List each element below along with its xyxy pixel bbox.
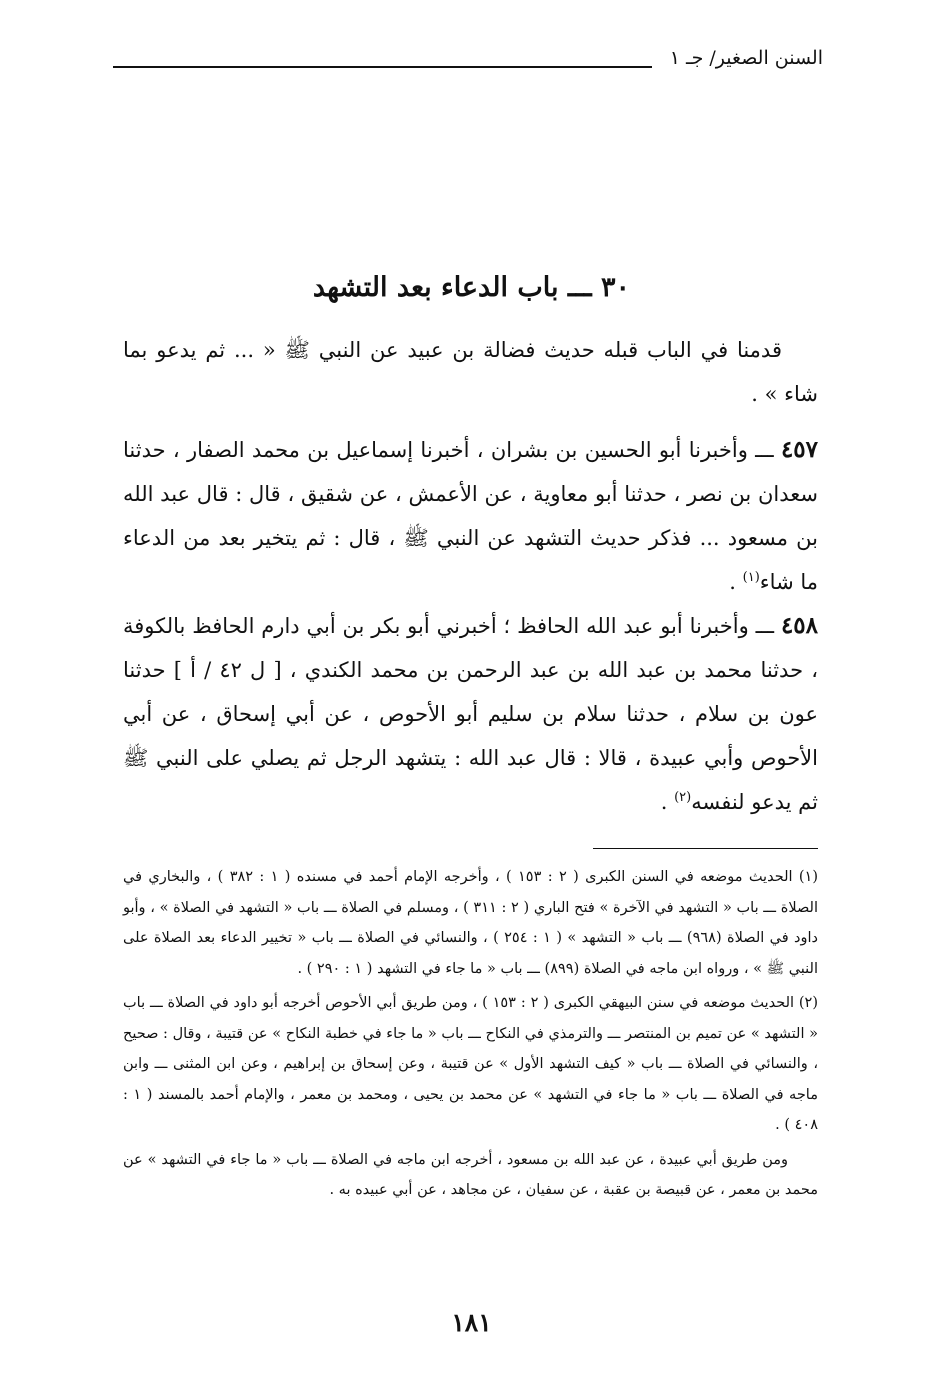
footnote-ref[interactable]: (٢) bbox=[674, 790, 692, 805]
hadith-number: ٤٥٨ bbox=[780, 612, 819, 639]
footnote-1: (١) الحديث موضعه في السنن الكبرى ( ٢ : ١٥٣ ) ، وأخرجه الإمام أحمد في مسنده ( ١ : ٣٨٢ ) ، والبخاري في الصلاة ـــ باب « التشهد في الآخرة » فتح الباري ( ٢ : ٣١١ ) ، ومسلم في الصلاة ـــ باب « التشهد في الصلاة » ، وأبو داود في الصلاة (٩٦٨) ـــ باب « التشهد » ( ١ : ٢٥٤ ) ، والنسائي في الصلاة ـــ باب « تخيير الدعاء بعد الصلاة على النبي ﷺ » ، ورواه ابن ماجه في الصلاة (٨٩٩) ـــ باب « ما جاء في التشهد ( ١ : ٢٩٠ ) . bbox=[123, 869, 818, 977]
header-rule bbox=[113, 66, 652, 68]
hadith-number: ٤٥٧ bbox=[780, 436, 818, 463]
hadith-458 bbox=[123, 604, 818, 824]
running-header-title: السنن الصغير/ جـ ١ bbox=[669, 47, 823, 69]
hadith-ending: . bbox=[660, 790, 675, 814]
chapter-intro: قدمنا في الباب قبله حديث فضالة بن عبيد عن النبي ﷺ « ... ثم يدعو بما شاء » . bbox=[123, 338, 818, 406]
chapter-title: ٣٠ ـــ باب الدعاء بعد التشهد bbox=[312, 272, 631, 303]
hadith-457 bbox=[123, 428, 818, 604]
running-header bbox=[113, 38, 823, 78]
hadith-ending: . bbox=[729, 570, 743, 594]
footnote-separator bbox=[593, 848, 818, 849]
page-number: ١٨١ bbox=[451, 1308, 492, 1337]
footnote-ref[interactable]: (١) bbox=[742, 570, 760, 585]
hadith-text: ـــ وأخبرنا أبو الحسين بن بشران ، أخبرنا إسماعيل بن محمد الصفار ، حدثنا سعدان بن نصر ، حدثنا أبو معاوية ، عن الأعمش ، عن شقيق ، قال : قال عبد الله بن مسعود ... فذكر حديث التشهد عن النبي ﷺ ، قال : ثم يتخير بعد من الدعاء ما شاء bbox=[123, 438, 818, 594]
footnotes bbox=[123, 862, 818, 1210]
footnote-2: (٢) الحديث موضعه في سنن البيهقي الكبرى ( ٢ : ١٥٣ ) ، ومن طريق أبي الأحوص أخرجه أبو داود في الصلاة ـــ باب « التشهد » عن تميم بن المنتصر ـــ والترمذي في النكاح ـــ باب « ما جاء في خطبة النكاح » عن قتيبة ، وقال : صحيح ، والنسائي في الصلاة ـــ باب « كيف التشهد الأول » عن قتيبة ، وعن إسحاق بن إبراهيم ، وعن ابن المثنى ـــ وابن ماجه في الصلاة ـــ باب « ما جاء في التشهد » عن محمد بن يحيى ، ومحمد بن معمر ، والإمام أحمد بالمسند ( ١ : ٤٠٨ ) . bbox=[123, 995, 818, 1133]
hadith-text: ـــ وأخبرنا أبو عبد الله الحافظ ؛ أخبرني أبو بكر بن أبي دارم الحافظ بالكوفة ، حدثنا محمد بن عبد الله بن عبد الرحمن بن محمد الكندي ، [ ل ٤٢ / أ ] حدثنا عون بن سلام ، حدثنا سلام بن سليم أبو الأحوص ، عن أبي إسحاق ، عن أبي الأحوص وأبي عبيدة ، قالا : قال عبد الله : يتشهد الرجل ثم يصلي على النبي ﷺ ثم يدعو لنفسه bbox=[123, 614, 818, 814]
footnote-2-continuation: ومن طريق أبي عبيدة ، عن عبد الله بن مسعود ، أخرجه ابن ماجه في الصلاة ـــ باب « ما جاء في التشهد » عن محمد بن معمر ، عن قبيصة بن عقبة ، عن سفيان ، عن مجاهد ، عن أبي عبيده به . bbox=[123, 1151, 818, 1198]
